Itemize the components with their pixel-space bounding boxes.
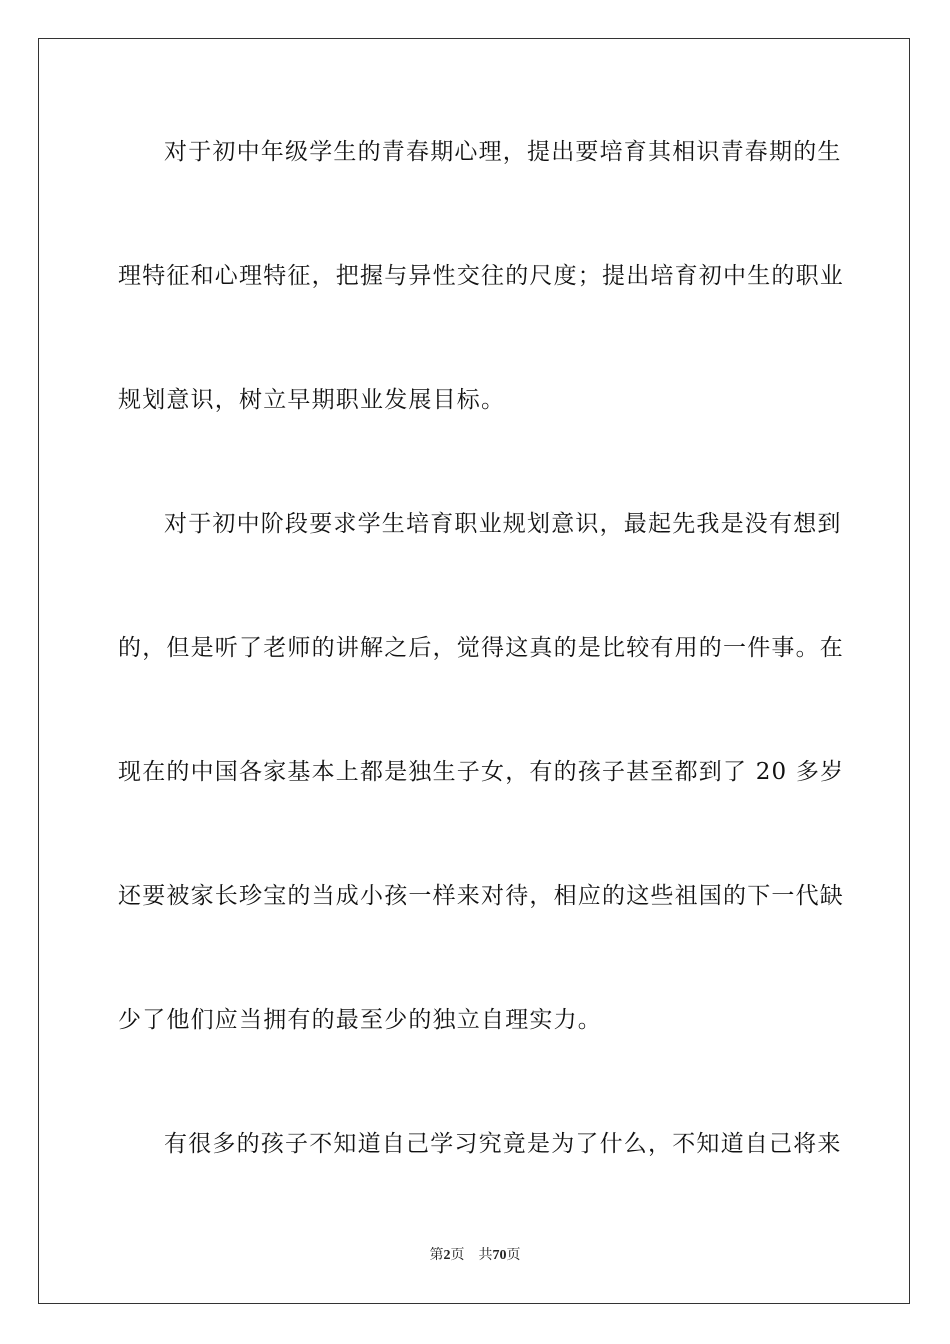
paragraph-2-line-3: 现在的中国各家基本上都是独生子女，有的孩子甚至都到了 20 多岁 <box>118 759 845 785</box>
page-suffix: 页 <box>450 1248 465 1263</box>
page-current: 2 <box>443 1248 451 1263</box>
paragraph-1-line-1: 对于初中年级学生的青春期心理，提出要培育其相识青春期的生 <box>164 139 842 165</box>
paragraph-2-line-1: 对于初中阶段要求学生培育职业规划意识，最起先我是没有想到 <box>164 511 842 537</box>
paragraph-1-line-3: 规划意识，树立早期职业发展目标。 <box>118 387 506 413</box>
total-prefix: 共 <box>478 1248 493 1263</box>
page-prefix: 第 <box>429 1248 444 1263</box>
paragraph-2-line-4: 还要被家长珍宝的当成小孩一样来对待，相应的这些祖国的下一代缺 <box>118 883 844 909</box>
page-total: 70 <box>492 1248 507 1263</box>
page-footer <box>0 1247 950 1265</box>
page-border <box>38 38 910 1304</box>
paragraph-2-line-5: 少了他们应当拥有的最至少的独立自理实力。 <box>118 1007 602 1033</box>
paragraph-3-line-1: 有很多的孩子不知道自己学习究竟是为了什么，不知道自己将来 <box>164 1131 842 1157</box>
total-suffix: 页 <box>506 1248 521 1263</box>
paragraph-2-line-2: 的，但是听了老师的讲解之后，觉得这真的是比较有用的一件事。在 <box>118 635 844 661</box>
paragraph-1-line-2: 理特征和心理特征，把握与异性交往的尺度；提出培育初中生的职业 <box>118 263 844 289</box>
